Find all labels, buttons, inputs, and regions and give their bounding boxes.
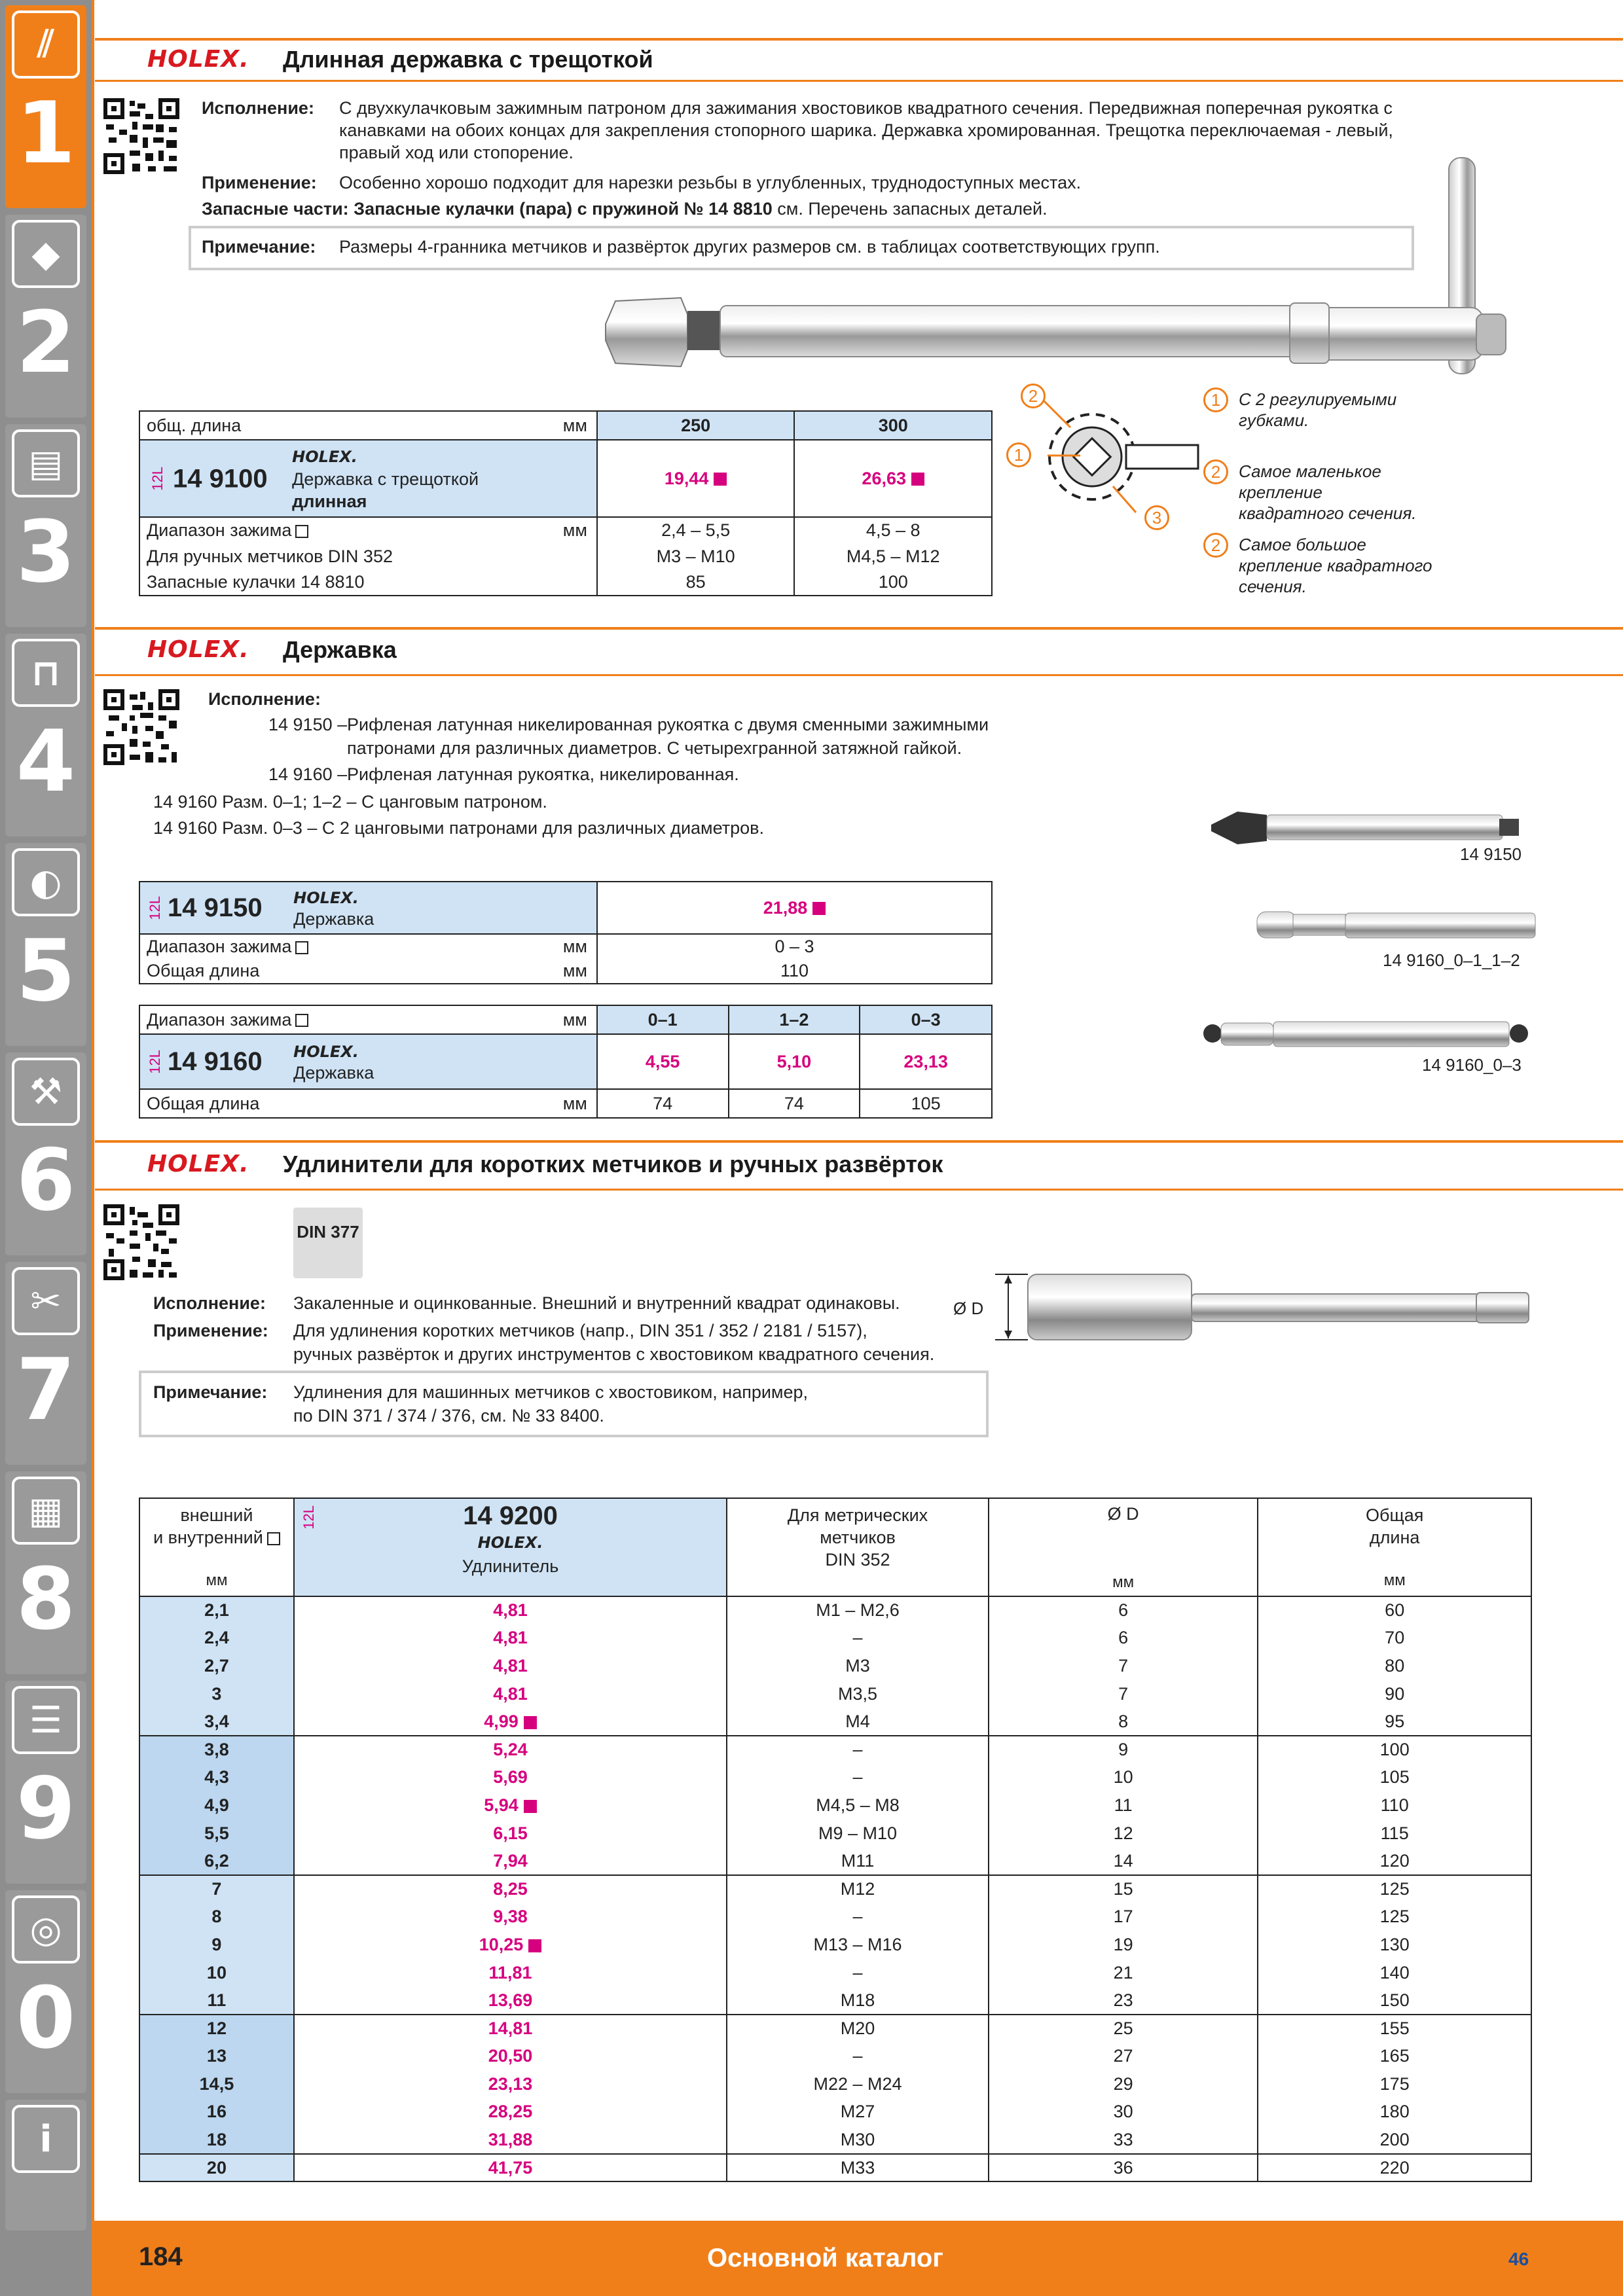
stock-icon [812,902,826,915]
sidebar-tab-5[interactable] [5,843,86,1046]
sidebar-tab-number: 0 [16,1968,76,2068]
header-metric: метчиков [820,1528,896,1547]
cabinet-icon: ☰ [12,1686,80,1754]
row-label: Диапазон зажима [147,520,292,540]
metric-taps: M1 – M2,6 [816,1600,900,1621]
section-divider [95,1140,1623,1143]
sidebar-edge [92,0,94,2296]
diameter: 15 [1113,1879,1133,1899]
row-value: 100 [794,569,992,596]
product-name: длинная [292,491,367,511]
stock-icon [524,1800,537,1813]
diameter: 19 [1113,1934,1133,1954]
legend-text: Самое маленькое крепление квадратного сечения. [1239,461,1417,523]
din-badge: DIN 377 [293,1208,363,1278]
metric-taps: – [852,1740,863,1760]
size-header: 0–1 [597,1005,729,1034]
total-length: 80 [1385,1655,1405,1676]
metric-taps: M22 – M24 [813,2073,902,2094]
unit: мм [562,937,587,956]
spare-text: см. Перечень запасных деталей. [772,199,1048,219]
stock-icon [714,473,727,486]
exec-label: Исполнение: [208,689,321,709]
info-icon: i [12,2105,80,2173]
header-length: длина [1369,1528,1420,1547]
square-size: 10 [206,1962,227,1982]
product-table-149160 [139,1005,993,1119]
diameter: 7 [1118,1683,1129,1704]
price: 5,69 [493,1767,528,1787]
holder-images [1205,795,1545,1018]
price: 13,69 [488,1990,533,2010]
exec-text: Закаленные и оцинкованные. Внешний и внутренний квадрат одинаковы. [293,1293,900,1313]
insert-icon: ◆ [12,220,80,288]
square-size: 16 [206,2102,227,2122]
row-value: 74 [729,1089,860,1118]
qr-code-icon [103,1204,179,1280]
grinding-disc-icon: ◐ [12,848,80,916]
sidebar-tab-8[interactable] [5,1471,86,1674]
sidebar-tab-number: 9 [16,1759,76,1858]
table-row [139,1764,1531,1792]
square-size: 2,1 [204,1600,229,1621]
sidebar-tab-number: 3 [16,502,76,601]
header-metric: DIN 352 [825,1550,890,1570]
sidebar-tab-9[interactable] [5,1681,86,1884]
square-size: 12 [206,2018,227,2039]
table-row [139,1708,1531,1736]
total-length: 60 [1385,1600,1405,1621]
exec-text: С двухкулачковым зажимным патроном для зажимания хвостовиков квадратного сечения. Передвижная поперечная рукоятка с канавками на обоих концах для закрепления стопорного шарика. Державка хромированная. Трещотка переключаемая - левый, правый ход или стопорение. [339,98,1393,162]
price: 5,10 [729,1034,860,1089]
total-length: 200 [1379,2129,1410,2149]
diameter: 11 [1114,1795,1133,1815]
diameter: 36 [1113,2157,1133,2178]
holex-logo: HOLEX. [293,1042,359,1061]
qr-code-icon [103,689,179,765]
legend-callout: 2 [1203,459,1228,484]
row-value: 85 [597,569,795,596]
square-icon [295,941,308,954]
table-row [139,1986,1531,2015]
image-caption: 14 9160_0–3 [1422,1055,1522,1075]
wrench-icon: ⚒ [12,1058,80,1126]
price: 41,75 [488,2157,533,2178]
price: 10,25 [479,1934,524,1954]
header-unit: мм [206,1571,228,1589]
holex-logo: HOLEX. [147,46,249,73]
total-length: 150 [1379,1990,1410,2010]
row-value: 4,5 – 8 [794,517,992,543]
metric-taps: M18 [840,1990,875,2010]
holex-logo: HOLEX. [293,888,359,907]
metric-taps: M3 [845,1655,870,1676]
sidebar-tab-6[interactable] [5,1052,86,1255]
metric-taps: M13 – M16 [813,1934,902,1954]
exec-text: Рифленая латунная никелированная рукоятка с двумя сменными зажимными [347,715,989,734]
square-icon [295,1014,308,1027]
price: 23,13 [488,2073,533,2094]
section-title: Длинная державка с трещоткой [283,46,653,73]
diameter: 27 [1113,2046,1133,2066]
page-number: 184 [139,2242,183,2271]
note-label: Примечание: [202,237,316,257]
total-length: 125 [1379,1907,1410,1927]
tag-12l: 12L [300,1505,317,1530]
tag-12l: 12L [147,1049,163,1074]
image-caption: 14 9160_0–1_1–2 [1383,950,1520,970]
diameter: 8 [1118,1711,1129,1731]
sidebar-tab-2[interactable] [5,215,86,418]
sidebar-tab-number: 5 [16,921,76,1020]
safety-glasses-icon: ◎ [12,1895,80,1964]
exec-label: Исполнение: [202,98,314,118]
metric-taps: M30 [840,2129,875,2149]
square-size: 8 [211,1907,222,1927]
footer-title: Основной каталог [707,2244,943,2272]
square-size: 9 [211,1934,222,1954]
product-table-149150 [139,881,993,984]
price: 9,38 [493,1907,528,1927]
sidebar-tab-7[interactable] [5,1262,86,1465]
row-value: 0 – 3 [597,934,992,959]
price: 4,81 [493,1600,528,1621]
row-value: M4,5 – M12 [794,543,992,569]
total-length: 120 [1379,1850,1410,1871]
product-name: Державка с трещоткой [292,469,479,489]
price: 6,15 [493,1823,528,1843]
row-value: M3 – M10 [597,543,795,569]
square-size: 11 [207,1990,227,2010]
square-icon [267,1532,280,1545]
product-code: 14 9200 [463,1501,558,1530]
total-length: 125 [1379,1879,1410,1899]
total-length: 100 [1379,1740,1410,1760]
diagram-callout: 1 [1006,442,1031,467]
section-underline [95,80,1623,82]
section-divider [95,38,1623,41]
price: 5,24 [493,1740,528,1760]
footer-num: 46 [1508,2249,1529,2269]
row-label: Запасные кулачки 14 8810 [139,569,597,596]
metric-taps: M11 [841,1850,875,1871]
table-row [139,1736,1531,1764]
metric-taps: M33 [840,2157,875,2178]
legend-text: С 2 регулируемыми губками. [1239,389,1397,430]
price: 19,44 [664,468,709,488]
sidebar-tab-i[interactable] [5,2100,86,2231]
product-name: Державка [293,1062,374,1083]
unit: мм [562,1009,587,1030]
pliers-icon: ✂ [12,1267,80,1335]
diameter: 21 [1113,1962,1133,1982]
len-label: общ. длина [147,415,242,435]
table-row [139,1680,1531,1708]
header-square: внешний [180,1505,253,1525]
price: 4,81 [493,1683,528,1704]
table-row [139,1624,1531,1653]
metric-taps: – [852,1907,863,1927]
table-row [139,1791,1531,1820]
sidebar-tab-number: 1 [16,83,76,183]
row-value: 74 [597,1089,729,1118]
holex-logo: HOLEX. [477,1534,543,1552]
table-row [139,1959,1531,1987]
table-row [139,2070,1531,2098]
total-length: 115 [1380,1823,1409,1843]
row-value: 105 [860,1089,992,1118]
square-size: 14,5 [199,2073,234,2094]
caliper-icon: ⊓ [12,639,80,707]
sidebar-tab-4[interactable] [5,634,86,836]
square-size: 4,9 [204,1795,229,1815]
unit: мм [562,520,587,540]
drill-icon: ⫽ [12,10,80,79]
section-title: Державка [283,636,397,663]
diameter: 29 [1113,2073,1133,2094]
legend-callout: 1 [1203,387,1228,412]
square-icon [295,525,308,538]
qr-code-icon [103,98,179,174]
metric-taps: M9 – M10 [818,1823,898,1843]
section-title: Удлинители для коротких метчиков и ручных развёрток [283,1151,943,1177]
table-row [139,2043,1531,2071]
price: 20,50 [488,2046,533,2066]
size-header: 0–3 [860,1005,992,1034]
square-size: 3,8 [204,1740,229,1760]
metric-taps: – [852,1628,863,1648]
price: 11,81 [488,1962,532,1982]
metric-taps: – [852,2046,863,2066]
table-row [139,1596,1531,1624]
product-name: Державка [293,908,374,929]
use-text: ручных развёрток и других инструментов с хвостовиком квадратного сечения. [293,1344,935,1364]
product-code: 14 9150 [168,893,263,922]
table-row [139,1652,1531,1680]
row-value: 2,4 – 5,5 [597,517,795,543]
exec-text: патронами для различных диаметров. С четырехгранной затяжной гайкой. [347,738,962,758]
exec-label: Исполнение: [153,1293,266,1313]
total-length: 140 [1379,1962,1410,1982]
metric-taps: M4,5 – M8 [816,1795,900,1815]
stock-icon [524,1716,537,1729]
diameter: 23 [1113,1990,1133,2010]
extension-image [949,1266,1539,1352]
size-header: 250 [597,411,795,440]
legend-callout: 2 [1203,533,1228,558]
total-length: 105 [1379,1767,1410,1787]
use-text: Особенно хорошо подходит для нарезки резьбы в углубленных, труднодоступных местах. [339,173,1082,192]
square-size: 18 [206,2129,227,2149]
section-underline [95,1189,1623,1191]
sidebar-tab-1[interactable] [5,5,86,208]
holex-logo: HOLEX. [147,636,249,663]
diameter: 30 [1113,2102,1133,2122]
size-header: 300 [794,411,992,440]
holex-logo: HOLEX. [292,447,357,466]
exec-code: 14 9160 – [268,764,348,784]
note-text: по DIN 371 / 374 / 376, см. № 33 8400. [293,1406,604,1426]
extension-table [139,1498,1532,2182]
total-length: 130 [1379,1934,1410,1954]
sidebar-tab-number: 8 [16,1549,76,1649]
square-size: 4,3 [204,1767,229,1787]
dimension-label: Ø D [953,1299,984,1318]
unit: мм [562,961,587,980]
price: 26,63 [862,468,906,488]
diameter: 9 [1118,1740,1129,1760]
price: 23,13 [860,1034,992,1089]
image-caption: 14 9150 [1460,844,1522,864]
row-label: Общая длина [147,961,260,980]
price: 21,88 [763,897,808,918]
diameter: 33 [1113,2129,1133,2149]
square-size: 3,4 [204,1711,229,1731]
price: 8,25 [493,1879,528,1899]
metric-taps: M27 [840,2102,875,2122]
diagram-callout: 3 [1144,505,1169,530]
table-row [139,1820,1531,1848]
use-text: Для удлинения коротких метчиков (напр., DIN 351 / 352 / 2181 / 5157), [293,1321,867,1340]
price: 28,25 [488,2102,533,2122]
note-text: Удлинения для машинных метчиков с хвостовиком, например, [293,1382,809,1402]
product-name: Удлинитель [462,1556,559,1576]
diameter: 25 [1113,2018,1133,2039]
diagram-callout: 2 [1021,384,1046,408]
metric-taps: M20 [840,2018,875,2039]
price: 4,81 [493,1628,528,1648]
product-table-149100 [139,410,993,596]
row-value: 110 [597,959,992,984]
table-row [139,2015,1531,2043]
tag-12l: 12L [149,466,166,491]
metric-taps: – [852,1962,863,1982]
diameter: 12 [1113,1823,1133,1843]
metric-taps: M12 [840,1879,875,1899]
diameter: 10 [1113,1767,1133,1787]
metric-taps: M3,5 [838,1683,878,1704]
total-length: 110 [1380,1795,1409,1815]
square-size: 2,4 [204,1628,229,1648]
header-square: и внутренний [153,1528,263,1547]
price: 5,94 [484,1795,519,1815]
header-unit: мм [1383,1571,1406,1589]
price: 4,81 [493,1655,528,1676]
table-row [139,2154,1531,2182]
use-label: Применение: [153,1321,268,1340]
exec-text: 14 9160 Разм. 0–1; 1–2 – С цанговым патроном. [153,792,547,812]
sidebar-tab-number: 4 [16,711,76,811]
stock-icon [911,473,924,486]
sidebar-tab-0[interactable] [5,1890,86,2093]
sidebar-tab-3[interactable] [5,424,86,627]
price: 14,81 [488,2018,533,2039]
square-size: 5,5 [204,1823,229,1843]
table-row [139,1847,1531,1875]
size-header: 1–2 [729,1005,860,1034]
square-size: 3 [211,1683,222,1704]
stock-icon [528,1939,541,1952]
price: 7,94 [493,1850,528,1871]
header-length: Общая [1366,1505,1424,1525]
diameter: 7 [1118,1655,1129,1676]
diameter: 6 [1118,1628,1129,1648]
sidebar-tab-number: 2 [16,293,76,392]
product-code: 14 9100 [173,464,268,493]
section-divider [95,627,1623,630]
header-unit: мм [1112,1573,1135,1591]
chuck-icon: ▤ [12,429,80,497]
exec-code: 14 9150 – [268,715,348,734]
holder-image-0-3 [1198,1011,1545,1057]
total-length: 180 [1379,2102,1410,2122]
row-label: Общая длина [147,1093,260,1113]
total-length: 70 [1385,1628,1405,1648]
price: 31,88 [488,2129,533,2149]
table-row [139,2126,1531,2154]
table-row [139,1875,1531,1903]
header-metric: Для метрических [787,1505,928,1525]
holex-logo: HOLEX. [147,1151,249,1177]
unit: мм [562,415,587,435]
square-size: 7 [211,1879,222,1899]
exec-text: Рифленая латунная рукоятка, никелированная. [347,764,739,784]
row-label: Диапазон зажима [147,937,292,956]
table-row [139,2098,1531,2126]
total-length: 95 [1385,1711,1405,1731]
total-length: 175 [1379,2073,1410,2094]
spare-label: Запасные части: Запасные кулачки (пара) с пружиной № 14 8810 [202,199,773,219]
square-size: 6,2 [204,1850,229,1871]
row-label: Для ручных метчиков DIN 352 [139,543,597,569]
price: 4,55 [597,1034,729,1089]
unit: мм [562,1093,587,1113]
total-length: 155 [1379,2018,1410,2039]
total-length: 220 [1379,2157,1410,2178]
product-code: 14 9160 [168,1047,263,1076]
legend-text: Самое большое крепление квадратного сечения. [1239,535,1432,596]
header-d: Ø D [1107,1504,1139,1524]
total-length: 90 [1385,1683,1405,1704]
table-row [139,1931,1531,1959]
square-size: 20 [206,2157,227,2178]
section-underline [95,674,1623,676]
table-row [139,1903,1531,1931]
diameter: 14 [1113,1850,1133,1871]
total-length: 165 [1379,2046,1410,2066]
square-size: 13 [206,2046,227,2066]
square-size: 2,7 [204,1655,229,1676]
toolbox-icon: ▦ [12,1477,80,1545]
tag-12l: 12L [147,895,163,920]
metric-taps: M4 [845,1711,870,1731]
note-text: Размеры 4-гранника метчиков и развёрток других размеров см. в таблицах соответствующих групп. [339,237,1160,257]
exec-text: 14 9160 Разм. 0–3 – С 2 цанговыми патронами для различных диаметров. [153,818,764,838]
metric-taps: – [852,1767,863,1787]
diameter: 6 [1118,1600,1129,1621]
use-label: Применение: [202,173,317,192]
sidebar-tab-number: 7 [16,1340,76,1439]
price: 4,99 [484,1711,519,1731]
row-label: Диапазон зажима [147,1009,292,1030]
diameter: 17 [1113,1907,1133,1927]
note-label: Примечание: [153,1382,268,1402]
sidebar-tab-number: 6 [16,1130,76,1230]
